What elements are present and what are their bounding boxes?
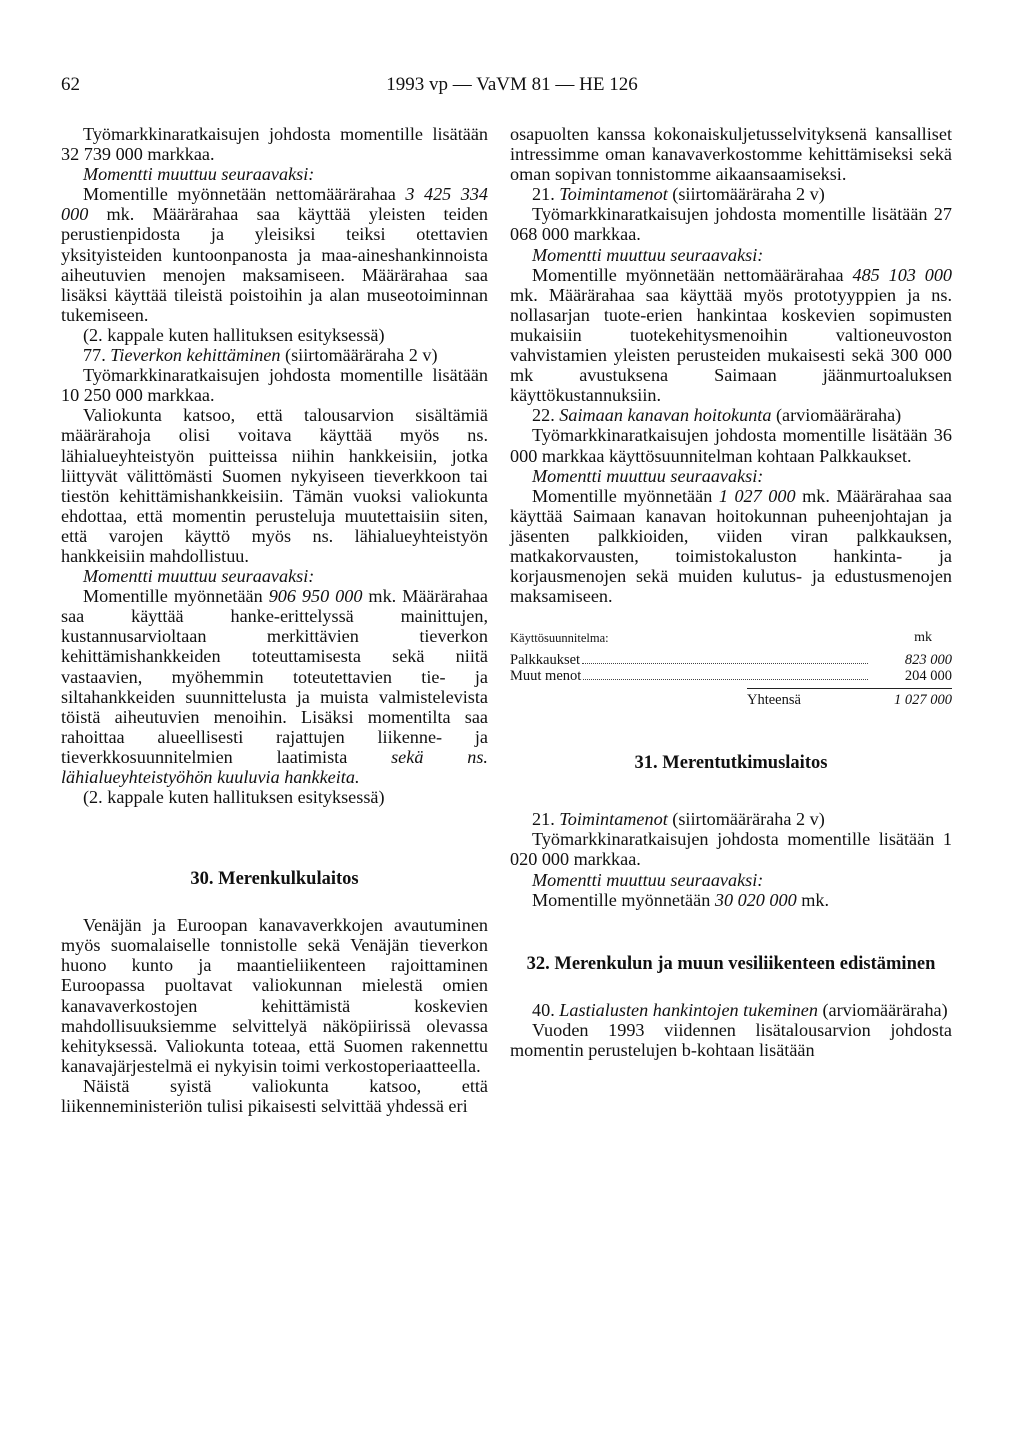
budget-row-label: Palkkaukset (510, 652, 581, 669)
table-row (510, 652, 952, 668)
budget-table (510, 630, 952, 708)
right-column (510, 124, 952, 1060)
left-column (61, 124, 488, 1116)
leader-dots (582, 663, 868, 664)
budget-total-row (747, 688, 952, 708)
item-heading: 40. Lastialusten hankintojen tukeminen (arviomääräraha) (532, 999, 948, 1020)
section-label: Momentti muuttuu seuraavaksi: (532, 244, 764, 265)
item-heading: 22. Saimaan kanavan hoitokunta (arviomääräraha) (532, 405, 902, 426)
running-head: 1993 vp — VaVM 81 — HE 126 (386, 74, 638, 95)
budget-row-amount: 204 000 (904, 668, 952, 685)
paragraph: Venäjän ja Euroopan kanavaverkkojen avautuminen myös suomalaiselle tonnistolle sekä Venäjän tieverkon huono kunto ja maantieliikenteen rajoittaminen Euroopassa puoltavat valiokunnan mielestä omien kanavaverkostojen kehittämistä koskevien mahdollisuuksiemme selvittelyä näköpiirissä olevassa kehityksessä. Valiokunta toteaa, että Suomen rakennettu kanavajärjestelmä ei nykyisin toimi verkostoperiaatteella. (61, 915, 488, 1076)
budget-table-header (510, 630, 952, 646)
section-label: Momentti muuttuu seuraavaksi: (83, 566, 315, 587)
paragraph: Momentille myönnetään 906 950 000 mk. Määrärahaa saa käyttää hanke-erittelyssä mainittujen, kustannusarvioltaan merkittävien tieverkon kehittämishankkeiden toteuttamisesta sekä niitä vastaavien, myöhemmin toteutettavien tie- ja siltahankkeiden suunnittelusta ja muista valmistelevista töistä aiheutuvien menoihin. Lisäksi momentilta saa rahoittaa alueellisesti rajattujen liikenne- ja tieverkkosuunnitelmien laatimista sekä ns. lähialueyhteistyöhön kuuluvia hankkeita. (61, 586, 489, 787)
section-label: Momentti muuttuu seuraavaksi: (532, 465, 764, 486)
budget-unit: mk (914, 630, 932, 646)
section-heading: 30. Merenkulkulaitos (190, 869, 359, 890)
section-label: Momentti muuttuu seuraavaksi: (532, 869, 764, 890)
paragraph: Työmarkkinaratkaisujen johdosta momentille lisätään 36 000 markkaa käyttösuunnitelman kohtaan Palkkaukset. (510, 425, 952, 466)
budget-row-label: Muut menot (510, 668, 582, 685)
paragraph: Valiokunta katsoo, että talousarvion sisältämiä määrärahoja olisi voitava käyttää myös ns. lähialueyhteistyön puitteissa niihin hankkeisiin, jotka liittyvät välittömästi Suomen nykyiseen tieverkkoon tai tiestön kehittämishankkeisiin. Tämän vuoksi valiokunta ehdottaa, että momentin perusteluja muutettaisiin siten, että varojen käyttö myös ns. lähialueyhteistyön hankkeisiin mahdollistuu. (61, 405, 488, 566)
paragraph: osapuolten kanssa kokonaiskuljetusselvityksenä kansalliset intressimme oman kanavaverkostomme kehittämiseksi sekä oman sopivan tonnistomme aikaansaamiseksi. (510, 124, 952, 185)
paragraph: Työmarkkinaratkaisujen johdosta momentille lisätään 10 250 000 markkaa. (61, 365, 488, 406)
item-heading: 21. Toimintamenot (siirtomääräraha 2 v) (532, 184, 825, 205)
leader-dots (583, 679, 868, 680)
item-heading: 21. Toimintamenot (siirtomääräraha 2 v) (532, 809, 825, 830)
table-row (510, 668, 952, 684)
paragraph: Vuoden 1993 viidennen lisätalousarvion johdosta momentin perustelujen b-kohtaan lisätään (510, 1019, 952, 1060)
budget-total-amount: 1 027 000 (894, 692, 952, 709)
budget-heading: Käyttösuunnitelma: (510, 631, 609, 646)
section-heading: 31. Merentutkimuslaitos (634, 753, 828, 774)
item-heading: 77. Tieverkon kehittäminen (siirtomääräraha 2 v) (83, 345, 438, 366)
paragraph: Työmarkkinaratkaisujen johdosta momentille lisätään 27 068 000 markkaa. (510, 204, 952, 245)
paragraph: (2. kappale kuten hallituksen esityksessä) (83, 787, 385, 808)
page-number: 62 (61, 74, 80, 95)
paragraph: Työmarkkinaratkaisujen johdosta momentille lisätään 1 020 000 markkaa. (510, 829, 952, 870)
paragraph: Momentille myönnetään 1 027 000 mk. Määrärahaa saa käyttää Saimaan kanavan hoitokunnan puheenjohtajan ja jäsenten palkkioiden, viiden viran palkkauksen, matkakorvausten, toimistokaluston hankinta- ja korjausmenojen sekä muiden kulutus- ja edustusmenojen maksamiseen. (510, 485, 953, 607)
paragraph: Työmarkkinaratkaisujen johdosta momentille lisätään 32 739 000 markkaa. (61, 124, 488, 165)
paragraph: (2. kappale kuten hallituksen esityksessä) (83, 324, 385, 345)
paragraph: Momentille myönnetään nettomäärärahaa 485 103 000 mk. Määrärahaa saa käyttää myös prototyyppien ja ns. nollasarjan tuote-erien hankintaa koskevien sopimusten mukaisiin tuotekehitysmenoihin valtioneuvoston vahvistamien yleisten perusteiden mukaisesti sekä 300 000 mk avustuksena Saimaan jäänmurtoaluksen käyttökustannuksiin. (510, 264, 953, 406)
paragraph: Momentille myönnetään 30 020 000 mk. (532, 889, 830, 910)
budget-row-amount: 823 000 (904, 652, 952, 669)
budget-total-label: Yhteensä (747, 692, 801, 709)
section-heading: 32. Merenkulun ja muun vesiliikenteen edistäminen (526, 953, 936, 974)
paragraph: Näistä syistä valiokunta katsoo, että liikenneministeriön tulisi pikaisesti selvittää yhdessä eri (61, 1075, 488, 1117)
paragraph: Momentille myönnetään nettomäärärahaa 3 425 334 000 mk. Määrärahaa saa käyttää yleisten teiden perustienpidosta ja yleisiksi teiksi otettavien yksityisteiden kuntoonpanosta ja maa-aineshankinnoista aiheutuvien menojen maksamiseen. Määrärahaa saa lisäksi käyttää tileistä poistoihin ja alan museotoiminnan tukemiseen. (61, 184, 489, 325)
section-label: Momentti muuttuu seuraavaksi: (83, 164, 315, 185)
